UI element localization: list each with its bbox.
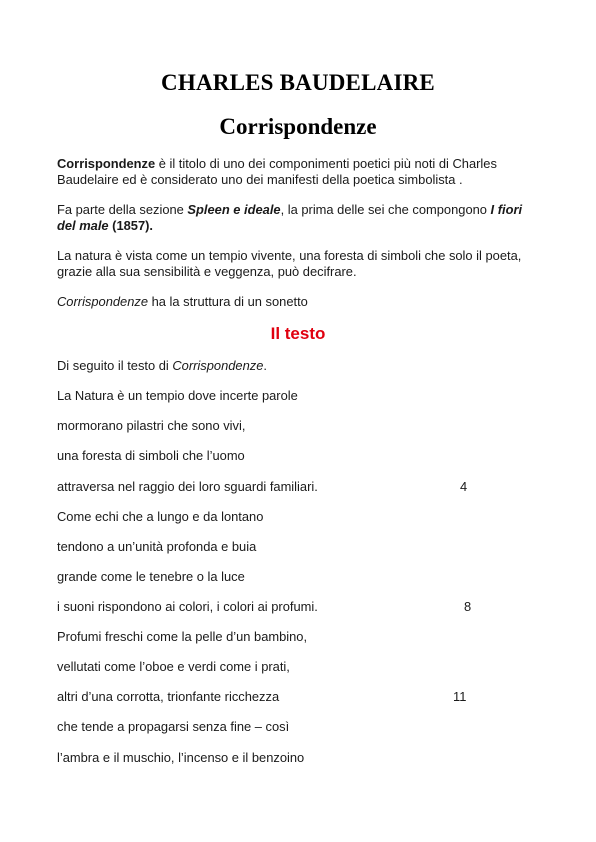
text-intro-work: Corrispondenze xyxy=(172,358,264,373)
intro-paragraph-2 xyxy=(57,202,537,233)
section-name: Spleen e ideale xyxy=(187,202,281,217)
poem-line: tendono a un’unità profonda e buia xyxy=(57,539,257,554)
poem-line: che tende a propagarsi senza fine – così xyxy=(57,719,290,734)
intro-paragraph-3: La natura è vista come un tempio vivente, una foresta di simboli che solo il poeta, grazie alla sua sensibilità e veggenza, può decifrare. xyxy=(57,248,522,279)
poem-title-heading: Corrispondenze xyxy=(219,114,377,139)
poem-line: una foresta di simboli che l’uomo xyxy=(57,448,245,463)
author-heading: CHARLES BAUDELAIRE xyxy=(161,70,435,95)
poem-line: Come echi che a lungo e da lontano xyxy=(57,509,264,524)
verse-number: 11 xyxy=(453,689,467,704)
verse-number: 8 xyxy=(464,599,472,614)
poem-line: grande come le tenebre o la luce xyxy=(57,569,245,584)
section-heading-il-testo: Il testo xyxy=(270,324,326,343)
poem-name-bold: Corrispondenze xyxy=(57,156,156,171)
poem-line: altri d’una corrotta, trionfante ricchezza xyxy=(57,689,280,704)
book-year: (1857). xyxy=(108,217,154,233)
intro-paragraph-1-text: è il titolo di uno dei componimenti poetici più noti di Charles Baudelaire ed è considerato uno dei manifesti della poetica simbolista . xyxy=(57,156,497,187)
intro-paragraph-1 xyxy=(57,156,537,187)
poem-line: mormorano pilastri che sono vivi, xyxy=(57,418,246,433)
verse-number: 4 xyxy=(460,479,468,494)
intro-paragraph-2-before: Fa parte della sezione xyxy=(57,202,188,217)
text-intro-after: . xyxy=(263,358,267,373)
poem-line: l’ambra e il muschio, l’incenso e il benzoino xyxy=(57,750,305,765)
book-title: I fiori del male xyxy=(57,202,523,233)
poem-line: vellutati come l’oboe e verdi come i prati, xyxy=(57,659,290,674)
text-intro-line xyxy=(57,358,267,373)
text-intro-before: Di seguito il testo di xyxy=(57,358,173,373)
intro-paragraph-4 xyxy=(57,294,537,310)
poem-line: i suoni rispondono ai colori, i colori ai profumi. xyxy=(57,599,318,614)
intro-paragraph-4-text: ha la struttura di un sonetto xyxy=(148,294,308,309)
poem-line: Profumi freschi come la pelle d’un bambino, xyxy=(57,629,308,644)
intro-paragraph-2-middle: , la prima delle sei che compongono xyxy=(280,202,491,217)
poem-name-italic: Corrispondenze xyxy=(57,294,149,309)
poem-line: attraversa nel raggio dei loro sguardi familiari. xyxy=(57,479,318,494)
poem-line: La Natura è un tempio dove incerte parole xyxy=(57,388,298,403)
